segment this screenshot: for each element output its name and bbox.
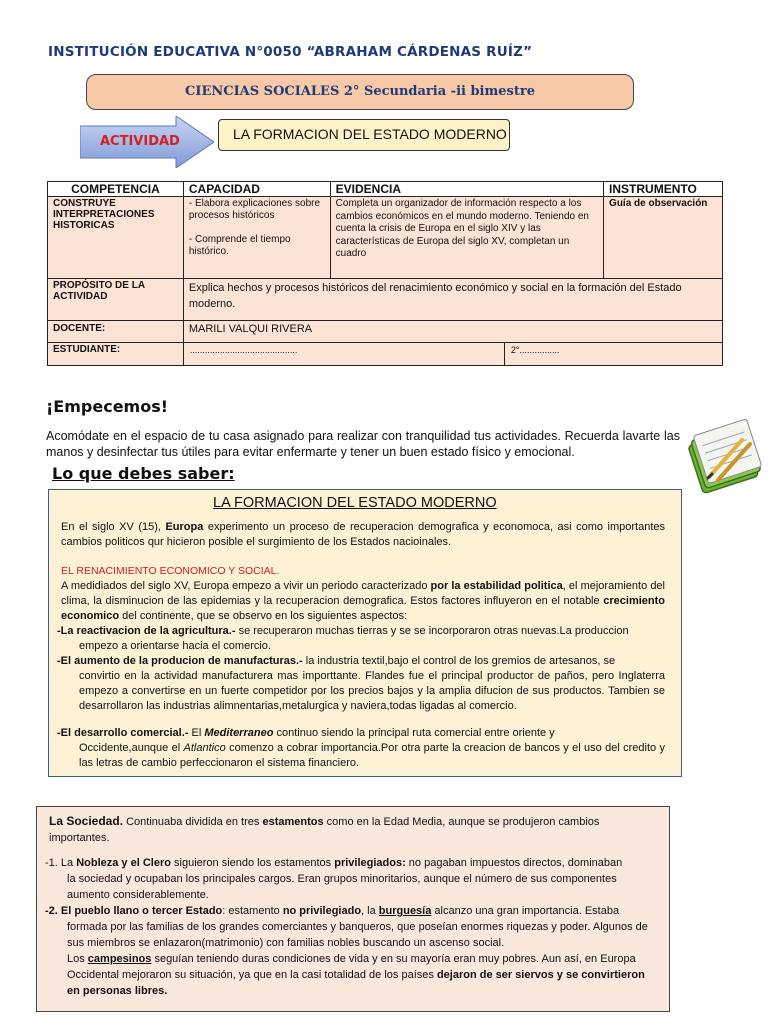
text: Continuaba dividida en tres — [123, 816, 263, 828]
course-banner: CIENCIAS SOCIALES 2° Secundaria -ii bimestre — [86, 74, 634, 110]
list-item — [45, 855, 657, 903]
text: -1. La — [45, 857, 77, 869]
docente-label: DOCENTE: — [48, 321, 184, 343]
capacidad-item: - Elabora explicaciones sobre procesos históricos — [188, 198, 321, 221]
box-title: LA FORMACION DEL ESTADO MODERNO — [213, 495, 497, 511]
list-item — [57, 624, 665, 654]
text: del continente, que se observo en los siguientes aspectos: — [119, 610, 408, 622]
notebook-pencil-icon — [680, 410, 766, 500]
text-bold: estamentos — [262, 816, 324, 828]
text: A medidiados del siglo XV, Europa empezo a vivir un periodo caracterizado — [61, 580, 431, 592]
text-bold: -2. El pueblo llano o tercer Estado — [45, 905, 223, 917]
text-bold-underline: burguesía — [378, 905, 432, 917]
text-bold-italic: Mediterraneo — [204, 727, 274, 739]
capacidad-item: - Comprende el tiempo histórico. — [188, 234, 291, 257]
text: no pagaban impuestos directos, dominaban — [405, 857, 623, 869]
text-bold-underline: campesinos — [87, 953, 152, 965]
estudiante-blank: ........................................... — [184, 343, 505, 365]
institution-title: INSTITUCIÓN EDUCATIVA N°0050 “ABRAHAM CÁRDENAS RUÍZ” — [48, 44, 533, 60]
header-instrumento: INSTRUMENTO — [604, 182, 723, 197]
proposito-text: Explica hechos y procesos históricos del renacimiento económico y social en la formación del Estado moderno. — [183, 279, 722, 321]
red-subheading: EL RENACIMIENTO ECONOMICO Y SOCIAL. — [61, 565, 280, 577]
text-bold: por la estabilidad politica — [430, 580, 563, 592]
text: Los — [67, 953, 88, 965]
paragraph — [49, 813, 649, 846]
text: El — [188, 727, 205, 739]
text-bold: Europa — [165, 521, 204, 533]
grado-blank: 2°................ — [510, 345, 560, 355]
text: empezo a orientarse hacia el comercio. — [79, 640, 271, 652]
text-bold: -El desarrollo comercial.- — [57, 727, 189, 739]
text: : estamento — [222, 905, 283, 917]
section-heading-saber: Lo que debes saber: — [52, 464, 235, 483]
instrumento-cell: Guía de observación — [604, 197, 723, 279]
text: se recuperaron muchas tierras y se se incorporaron otras nuevas.La produccion — [235, 625, 629, 637]
docente-name: MARILI VALQUI RIVERA — [183, 321, 722, 343]
header-capacidad: CAPACIDAD — [183, 182, 330, 197]
section-heading-empecemos: ¡Empecemos! — [46, 397, 169, 416]
paragraph — [61, 520, 665, 550]
list-item — [45, 903, 657, 999]
text: la industria textil,bajo el control de los gremios de artesanos, se — [302, 655, 616, 667]
capacidad-cell — [183, 197, 330, 279]
text: continuo siendo la principal ruta comercial entre oriente y — [273, 727, 555, 739]
text: la sociedad y ocupaban los principales cargos. Eran grupos minoritarios, aunque el número de sus componentes aumento considerablemente. — [67, 873, 617, 901]
text: , el mejoramiento del clima, la disminucion de las epidemias y la recuperacion demografica. Estos factores influyeron en el notable — [61, 580, 665, 607]
text: siguieron siendo los estamentos — [170, 857, 335, 869]
list-item — [57, 726, 665, 771]
estudiante-label: ESTUDIANTE: — [48, 343, 184, 366]
header-competencia: COMPETENCIA — [48, 182, 184, 197]
text: como en la Edad Media, aunque se produjeron cambios importantes. — [49, 816, 600, 844]
content-box-estado-moderno — [48, 489, 682, 777]
content-box-sociedad — [36, 806, 670, 1012]
proposito-label: PROPÓSITO DE LA ACTIVIDAD — [48, 279, 184, 321]
paragraph — [61, 579, 665, 624]
list-item — [57, 654, 665, 714]
text-bold: Nobleza y el Clero — [76, 857, 171, 869]
text-italic: Atlantico — [183, 742, 226, 754]
text-bold: crecimiento economico — [61, 595, 665, 622]
competencia-cell: CONSTRUYE INTERPRETACIONES HISTORICAS — [48, 197, 184, 279]
activity-info-table — [47, 181, 723, 366]
header-evidencia: EVIDENCIA — [330, 182, 603, 197]
intro-paragraph: Acomódate en el espacio de tu casa asignado para realizar con tranquilidad tus actividades. Recuerda lavarte las manos y desinfectar tus útiles para evitar enfermarte y tener un buen estado físico y emocional. — [46, 429, 680, 459]
estudiante-row — [183, 343, 722, 366]
text: En el siglo XV (15), — [61, 521, 166, 533]
text-bold: no privilegiado — [282, 905, 362, 917]
activity-label: ACTIVIDAD — [100, 134, 180, 149]
text: Occidente,aunque el — [79, 742, 184, 754]
text: comenzo a cobrar importancia.Por otra parte la creacion de bancos y el uso del credito y las letras de cambio perfeccionaron el sistema financiero. — [79, 742, 665, 769]
text-bold: -La reactivacion de la agricultura.- — [57, 625, 236, 637]
text-bold: La Sociedad. — [49, 814, 124, 828]
text: convirtio en la actividad manufacturera mas importtante. Flandes fue el principal productor de paños, pero Inglaterra empezo a convertirse en un fuerte competidor por los precios bajos y la amplia difucion de sus productos. Tambien se desarrollaron las industrias alimnentarias,metalurgica y naviera,todas ligadas al comercio. — [79, 670, 665, 712]
text: seguían teniendo duras condiciones de vida y en su mayoría eran muy pobres. Aun así, en Europa Occidental mejoraron su situación, ya que en la casi totalidad de los países — [67, 953, 636, 981]
evidencia-cell: Completa un organizador de información respecto a los cambios económicos en el mundo moderno. Teniendo en cuenta la crisis de Europa en el siglo XIV y las características de Europa del siglo XV, completan un cuadro — [330, 197, 603, 279]
text: alcanzo una gran importancia. Estaba — [431, 905, 620, 917]
text-bold: privilegiados: — [334, 857, 406, 869]
text: , la — [361, 905, 379, 917]
text: formada por las familias de los grandes comerciantes y banqueros, que poseían enormes riquezas y poder. Algunos de sus miembros se enlazaron(matrimonio) con familias nobles buscando un ascenso social. — [67, 921, 648, 949]
text-bold: -El aumento de la producion de manufacturas.- — [57, 655, 303, 667]
text: experimento un proceso de recuperacion demografica y economoca, asi como importantes cambios politicos qur hicieron posible el surgimiento de los Estados nacioinales. — [61, 521, 665, 548]
activity-title: LA FORMACION DEL ESTADO MODERNO — [218, 119, 510, 151]
text-bold: dejaron de ser siervos y se convirtieron en personas libres. — [67, 969, 645, 997]
